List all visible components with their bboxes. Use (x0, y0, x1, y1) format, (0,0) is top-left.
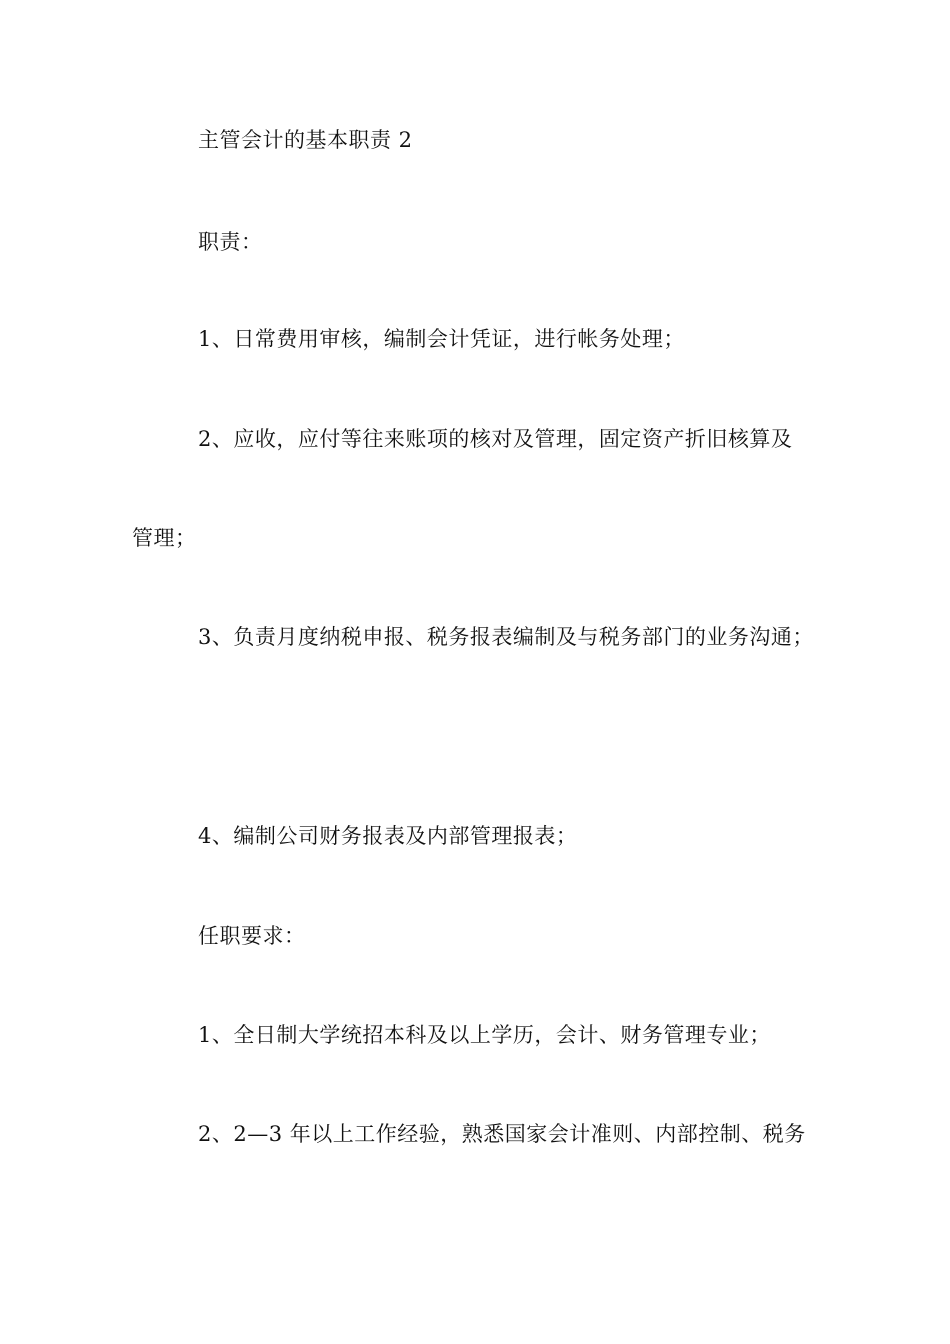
document-title: 主管会计的基本职责 2 (198, 128, 413, 152)
duties-heading: 职责： (198, 230, 263, 254)
requirement-item-2: 2、2—3 年以上工作经验，熟悉国家会计准则、内部控制、税务 (198, 1122, 806, 1146)
requirements-heading: 任职要求： (198, 924, 306, 948)
requirement-item-1: 1、全日制大学统招本科及以上学历，会计、财务管理专业； (198, 1023, 771, 1047)
duty-item-4: 4、编制公司财务报表及内部管理报表； (198, 824, 578, 848)
duty-item-2-continued: 管理； (132, 526, 197, 550)
duty-item-1: 1、日常费用审核，编制会计凭证，进行帐务处理； (198, 327, 685, 351)
duty-item-2: 2、应收，应付等往来账项的核对及管理，固定资产折旧核算及 (198, 427, 793, 451)
duty-item-3: 3、负责月度纳税申报、税务报表编制及与税务部门的业务沟通； (198, 625, 814, 649)
